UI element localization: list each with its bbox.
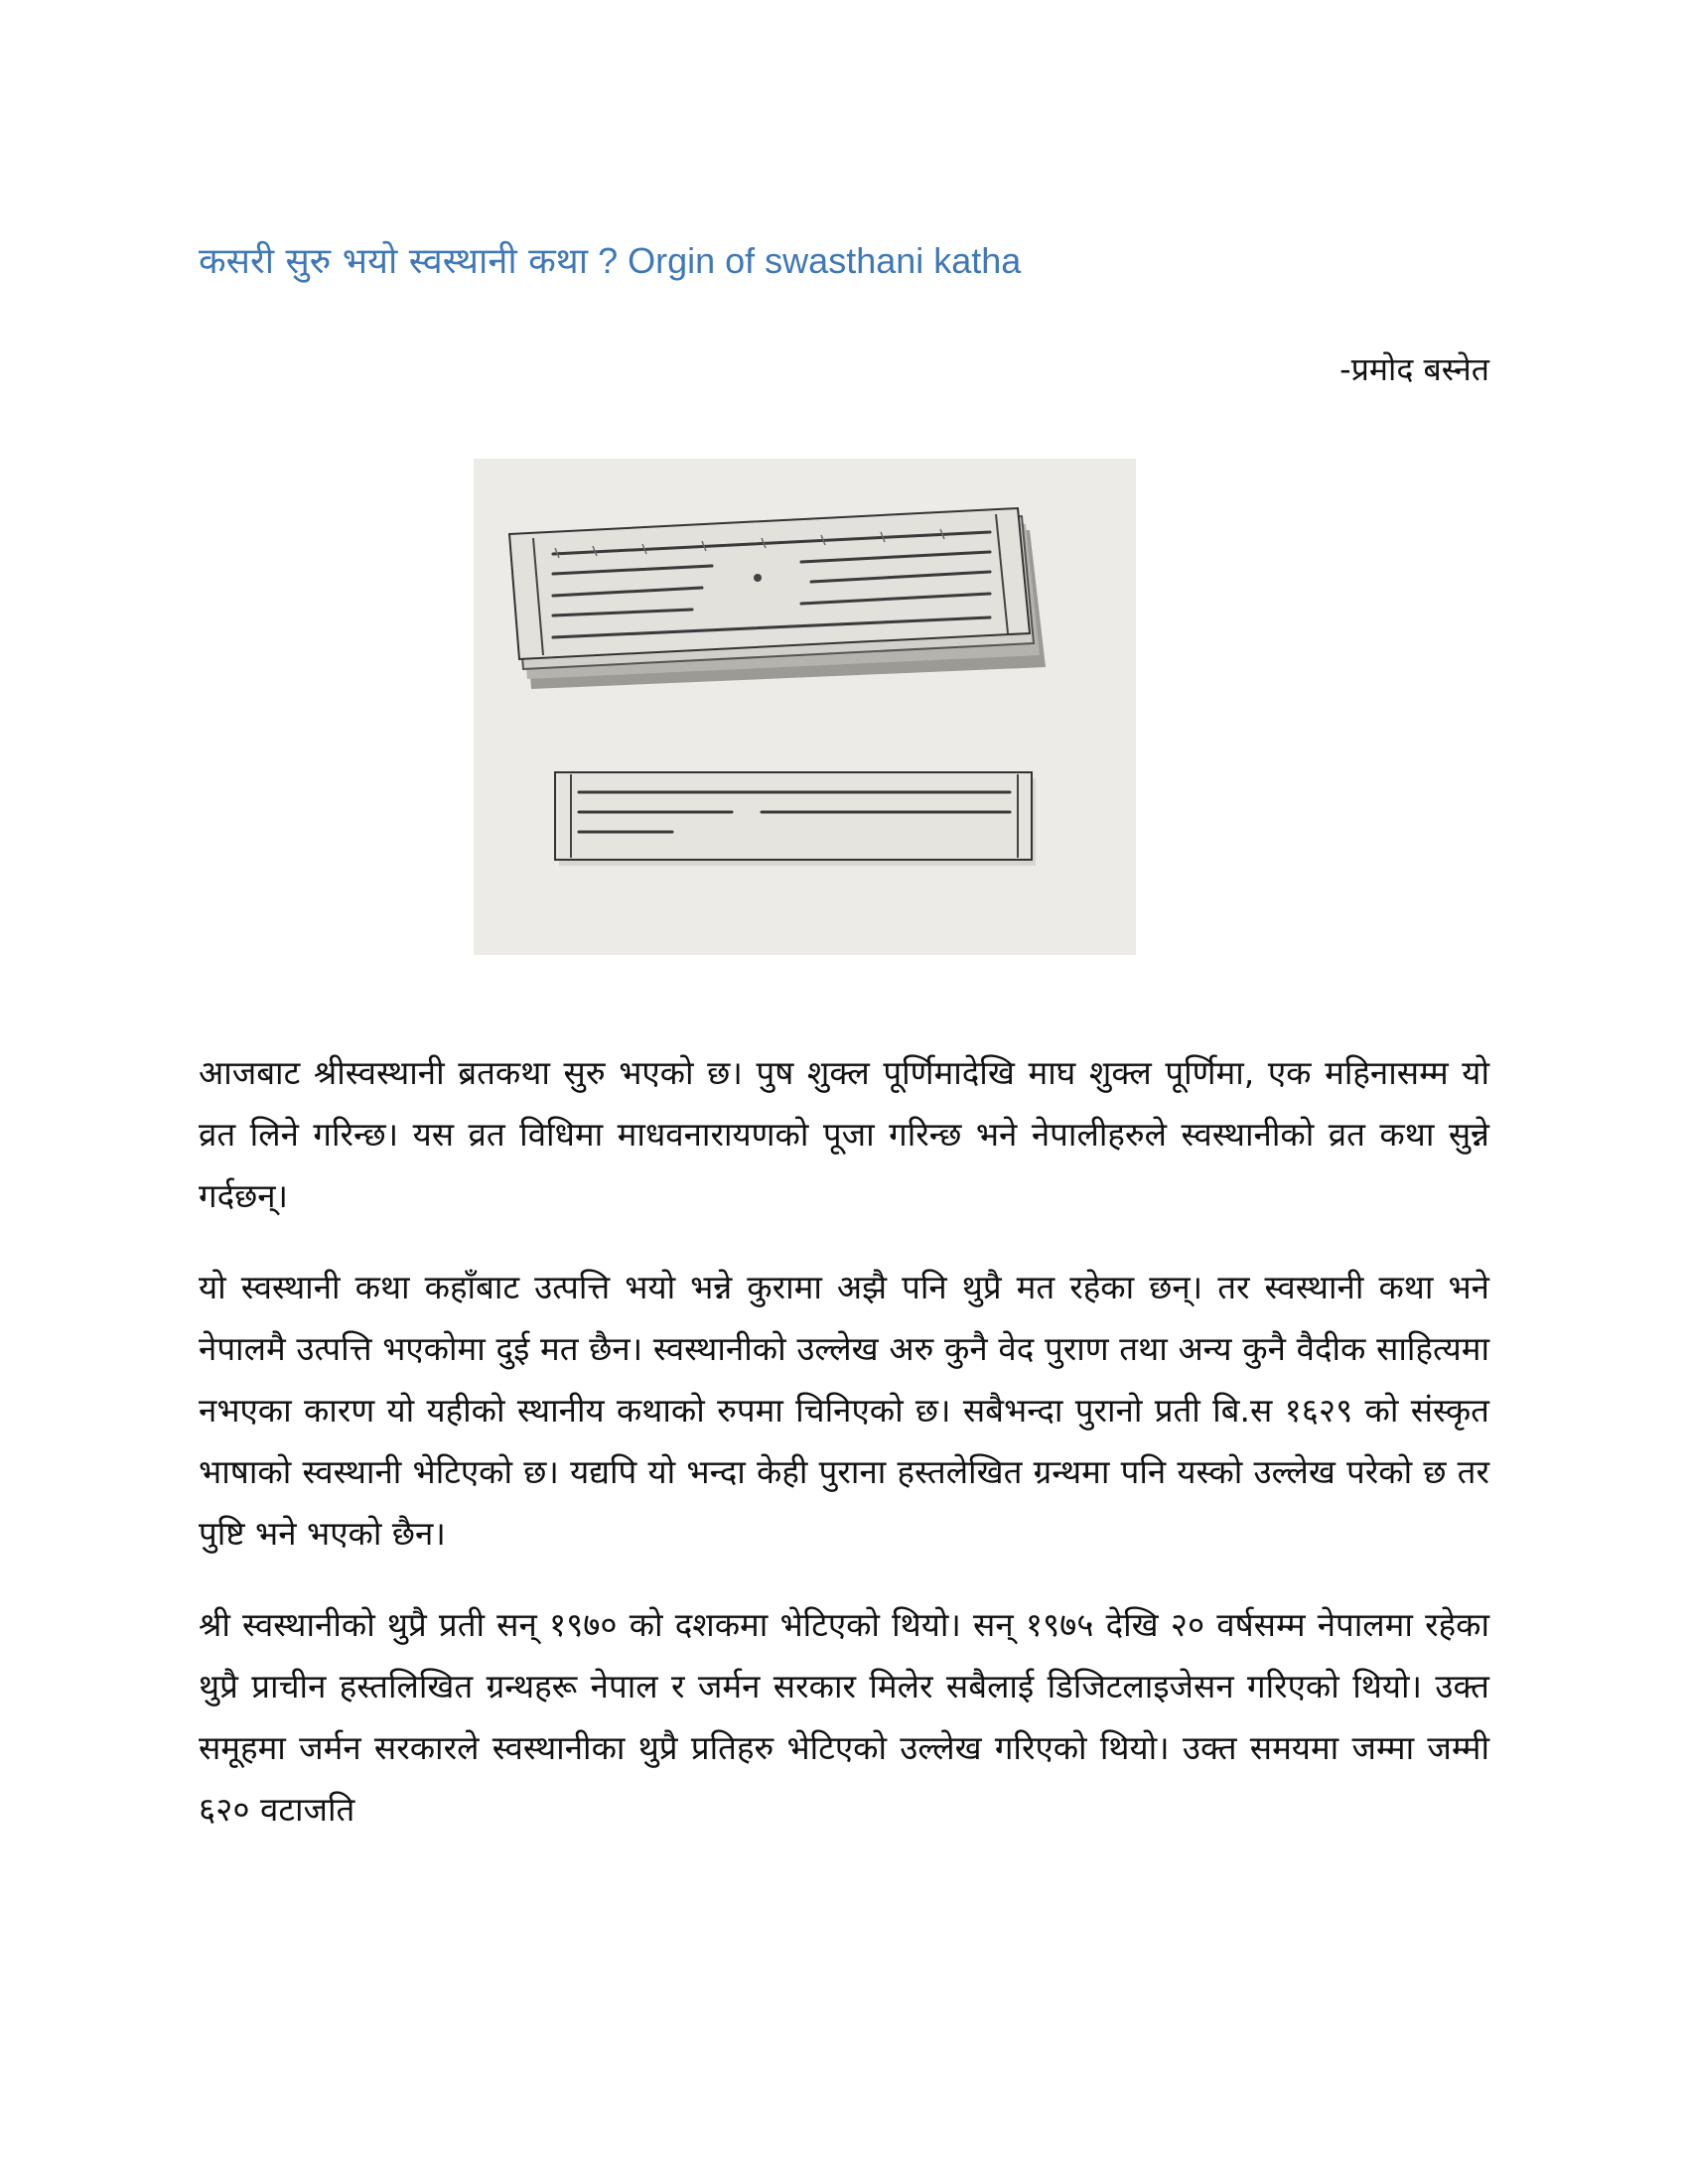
manuscript-photo-icon — [474, 459, 1136, 955]
paragraph-1: आजबाट श्रीस्वस्थानी ब्रतकथा सुरु भएको छ। पुष शुक्ल पूर्णिमादेखि माघ शुक्ल पूर्णिमा, एक महिनासम्म यो व्रत लिने गरिन्छ। यस व्रत विधिमा माधवनारायणको पूजा गरिन्छ भने नेपालीहरुले स्वस्थानीको व्रत कथा सुन्ने गर्दछन्। — [199, 1053, 1489, 1215]
title-latin: ? Orgin of swasthani katha — [588, 240, 1022, 281]
title-devanagari: कसरी सुरु भयो स्वस्थानी कथा — [199, 241, 589, 282]
paragraph-2: यो स्वस्थानी कथा कहाँबाट उत्पत्ति भयो भन्ने कुरामा अझै पनि थुप्रै मत रहेका छन्। तर स्वस्थानी कथा भने नेपालमै उत्पत्ति भएकोमा दुई मत छैन। स्वस्थानीको उल्लेख अरु कुनै वेद पुराण तथा अन्य कुनै वैदीक साहित्यमा नभएका कारण यो यहीको स्थानीय कथाको रुपमा चिनिएको छ। सबैभन्दा पुरानो प्रती बि.स १६२९ को संस्कृत भाषाको स्वस्थानी भेटिएको छ। यद्यपि यो भन्दा केही पुराना हस्तलेखित ग्रन्थमा पनि यस्को उल्लेख परेको छ तर पुष्टि भने भएको छैन। — [199, 1268, 1489, 1553]
manuscript-leaf-bottom — [555, 772, 1036, 866]
article-body — [199, 1042, 1489, 1870]
author-byline: -प्रमोद बस्नेत — [1339, 350, 1489, 388]
paragraph-3: श्री स्वस्थानीको थुप्रै प्रती सन् १९७० को दशकमा भेटिएको थियो। सन् १९७५ देखि २० वर्षसम्म नेपालमा रहेका थुप्रै प्राचीन हस्तलिखित ग्रन्थहरू नेपाल र जर्मन सरकार मिलेर सबैलाई डिजिटलाइजेसन गरिएको थियो। उक्त समूहमा जर्मन सरकारले स्वस्थानीका थुप्रै प्रतिहरु भेटिएको उल्लेख गरिएको थियो। उक्त समयमा जम्मा जम्मी ६२० वटाजति — [199, 1605, 1489, 1829]
document-title — [199, 236, 1489, 287]
manuscript-bundle-top — [509, 508, 1046, 689]
